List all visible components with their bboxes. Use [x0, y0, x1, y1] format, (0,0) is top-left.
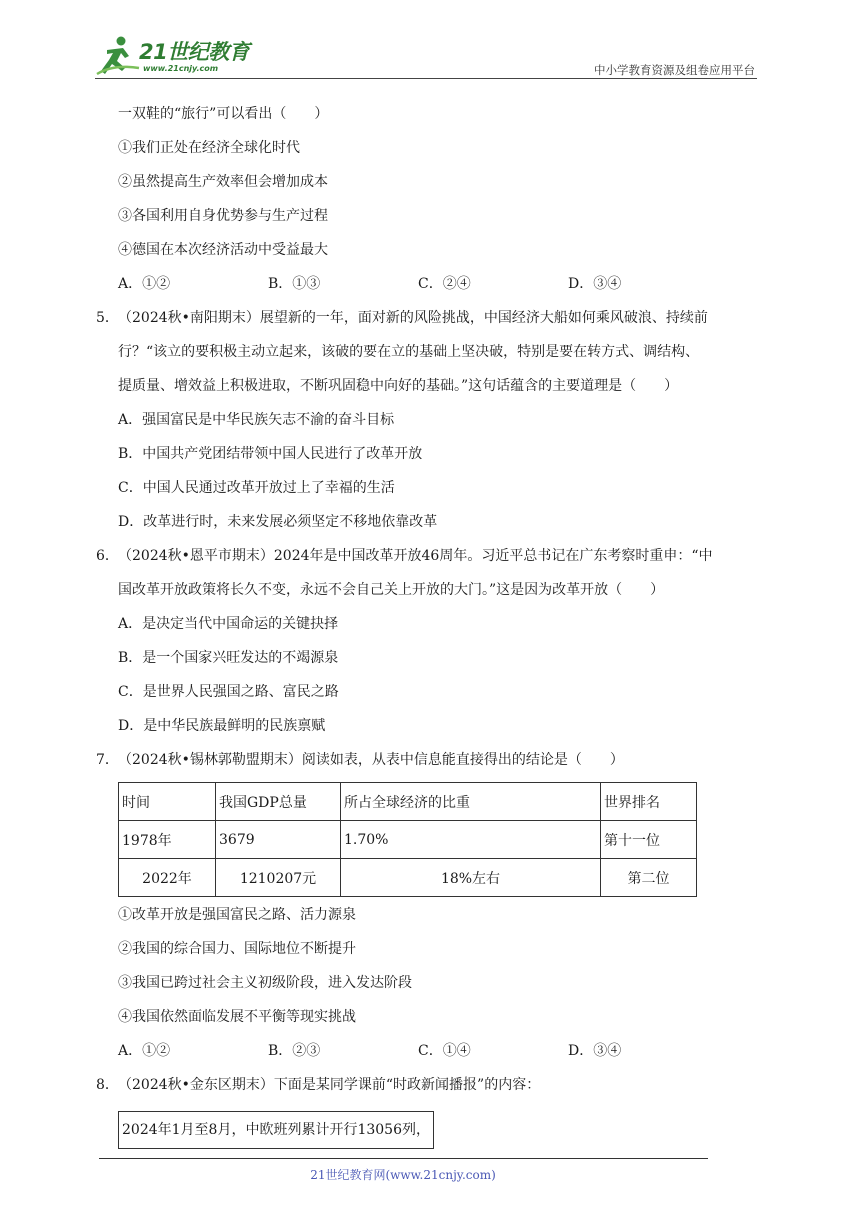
- question-8: [96, 1071, 760, 1149]
- table-cell: 1978年: [119, 821, 216, 859]
- question-stem: （2024秋•南阳期末）展望新的一年，面对新的风险挑战，中国经济大船如何乘风破浪、持续前: [118, 310, 708, 326]
- table-cell: 第二位: [601, 859, 697, 897]
- statement-item: ①改革开放是强国富民之路、活力源泉: [118, 907, 356, 923]
- option-a[interactable]: A．①②: [118, 276, 171, 292]
- news-box: 2024年1月至8月，中欧班列累计开行13056列，: [118, 1111, 434, 1149]
- question-7: [96, 746, 760, 1071]
- question-5: [96, 304, 760, 542]
- answer-options: [96, 1037, 760, 1071]
- option-a[interactable]: A．①②: [118, 1043, 171, 1059]
- statement-item: ④我国依然面临发展不平衡等现实挑战: [118, 1009, 356, 1025]
- statement-item: ④德国在本次经济活动中受益最大: [118, 242, 328, 258]
- option-d[interactable]: D．③④: [568, 276, 622, 292]
- option-b[interactable]: B．中国共产党团结带领中国人民进行了改革开放: [118, 446, 423, 462]
- footer-divider: [99, 1158, 708, 1159]
- option-b[interactable]: B．①③: [268, 276, 321, 292]
- question-stem: 一双鞋的“旅行”可以看出（ ）: [118, 106, 329, 122]
- statement-item: ①我们正处在经济全球化时代: [118, 140, 300, 156]
- question-stem: （2024秋•锡林郭勒盟期末）阅读如表，从表中信息能直接得出的结论是（ ）: [118, 752, 624, 768]
- option-c[interactable]: C．是世界人民强国之路、富民之路: [118, 684, 339, 700]
- option-b[interactable]: B．②③: [268, 1043, 321, 1059]
- statement-item: ②我国的综合国力、国际地位不断提升: [118, 941, 356, 957]
- question-number: 7．: [96, 752, 119, 768]
- question-number: 8．: [96, 1077, 119, 1093]
- statement-item: ③各国利用自身优势参与生产过程: [118, 208, 328, 224]
- answer-options: [96, 270, 760, 304]
- page-header: [95, 30, 757, 80]
- table-cell: 1.70%: [341, 821, 601, 859]
- question-number: 5．: [96, 310, 119, 326]
- table-header-cell: 所占全球经济的比重: [341, 783, 601, 821]
- table-cell: 2022年: [119, 859, 216, 897]
- gdp-table: [118, 782, 697, 897]
- table-header-cell: 时间: [119, 783, 216, 821]
- header-divider: [95, 78, 757, 79]
- question-number: 6．: [96, 548, 119, 564]
- table-row: [119, 859, 697, 897]
- option-c[interactable]: C．①④: [418, 1043, 471, 1059]
- option-d[interactable]: D．改革进行时，未来发展必须坚定不移地依靠改革: [118, 514, 438, 530]
- logo-text: 21世纪教育: [139, 40, 250, 64]
- question-4: [96, 100, 760, 304]
- question-stem: 提质量、增效益上积极进取，不断巩固稳中向好的基础。”这句话蕴含的主要道理是（ ）: [118, 378, 679, 394]
- option-c[interactable]: C．②④: [418, 276, 471, 292]
- option-b[interactable]: B．是一个国家兴旺发达的不竭源泉: [118, 650, 339, 666]
- platform-title: 中小学教育资源及组卷应用平台: [594, 63, 755, 77]
- option-a[interactable]: A．是决定当代中国命运的关键抉择: [118, 616, 339, 632]
- table-cell: 第十一位: [601, 821, 697, 859]
- table-cell: 1210207元: [216, 859, 341, 897]
- option-d[interactable]: D．③④: [568, 1043, 622, 1059]
- logo: [95, 34, 265, 78]
- question-stem: （2024秋•恩平市期末）2024年是中国改革开放46周年。习近平总书记在广东考察时重申：“中: [118, 548, 713, 564]
- question-6: [96, 542, 760, 746]
- footer-link[interactable]: 21世纪教育网(www.21cnjy.com): [310, 1168, 496, 1182]
- table-header-row: [119, 783, 697, 821]
- runner-icon: [95, 34, 141, 78]
- table-header-cell: 我国GDP总量: [216, 783, 341, 821]
- question-stem: 行？“该立的要积极主动立起来，该破的要在立的基础上坚决破，特别是要在转方式、调结构、: [118, 344, 700, 360]
- question-stem: （2024秋•金东区期末）下面是某同学课前“时政新闻播报”的内容：: [118, 1077, 541, 1093]
- table-cell: 18%左右: [341, 859, 601, 897]
- question-list: [96, 100, 760, 1149]
- logo-url: www.21cnjy.com: [143, 64, 219, 73]
- option-d[interactable]: D．是中华民族最鲜明的民族禀赋: [118, 718, 326, 734]
- table-header-cell: 世界排名: [601, 783, 697, 821]
- statement-item: ③我国已跨过社会主义初级阶段，进入发达阶段: [118, 975, 412, 991]
- statement-item: ②虽然提高生产效率但会增加成本: [118, 174, 328, 190]
- table-row: [119, 821, 697, 859]
- question-stem: 国改革开放政策将长久不变，永远不会自己关上开放的大门。”这是因为改革开放（ ）: [118, 582, 665, 598]
- option-c[interactable]: C．中国人民通过改革开放过上了幸福的生活: [118, 480, 395, 496]
- option-a[interactable]: A．强国富民是中华民族矢志不渝的奋斗目标: [118, 412, 395, 428]
- table-cell: 3679: [216, 821, 341, 859]
